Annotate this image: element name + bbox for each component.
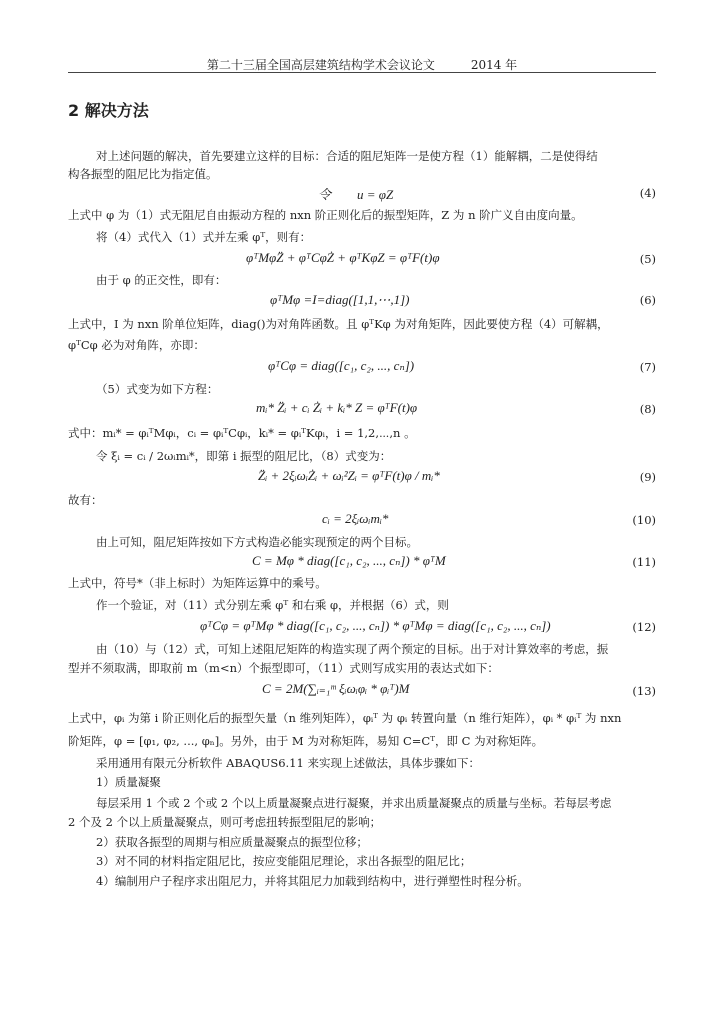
paragraph-line: 式中：mᵢ* = φᵢᵀMφᵢ，cᵢ = φᵢᵀCφᵢ，kᵢ* = φᵢᵀKφᵢ，i = 1,2,⋯,n 。 — [68, 426, 416, 440]
paragraph-line: 由于 φ 的正交性，即有： — [96, 273, 227, 287]
paragraph-line: 故有： — [68, 493, 103, 507]
equation-8: mᵢ* Z̈ᵢ + cᵢ Żᵢ + kᵢ* Z = φᵀF(t)φ — [256, 400, 418, 415]
equation-10: cᵢ = 2ξᵢωᵢmᵢ* — [322, 511, 389, 526]
equation-number: (11) — [632, 555, 656, 569]
list-item: 3）对不同的材料指定阻尼比，按应变能阻尼理论，求出各振型的阻尼比； — [96, 854, 472, 868]
list-item: 2）获取各振型的周期与相应质量凝聚点的振型位移； — [96, 835, 368, 849]
paragraph-line: 2 个及 2 个以上质量凝聚点，则可考虑扭转振型阻尼的影响； — [68, 815, 382, 829]
equation-number: (8) — [639, 402, 656, 416]
paragraph-line: 令 ξᵢ = cᵢ / 2ωᵢmᵢ*，即第 i 振型的阻尼比，（8）式变为： — [96, 449, 392, 463]
paragraph-line: 由（10）与（12）式，可知上述阻尼矩阵的构造实现了两个预定的目标。出于对计算效率的考虑，振 — [96, 642, 609, 656]
equation-number: (5) — [639, 252, 656, 266]
list-item: 4）编制用户子程序求出阻尼力，并将其阻尼力加载到结构中，进行弹塑性时程分析。 — [96, 874, 529, 888]
paragraph-line: 上式中，I 为 nxn 阶单位矩阵，diag()为对角阵函数。且 φᵀKφ 为对角矩阵，因此要使方程（4）可解耦， — [68, 317, 609, 331]
equation-number: (6) — [639, 293, 656, 307]
equation-12: φᵀCφ = φᵀMφ * diag([c₁, c₂, ..., cₙ]) * φᵀMφ = diag([c₁, c₂, ..., cₙ]) — [200, 618, 551, 633]
equation-number: (7) — [639, 360, 656, 374]
paragraph-line: φᵀCφ 必为对角阵，亦即： — [68, 338, 205, 352]
equation-9: Z̈ᵢ + 2ξᵢωᵢŻᵢ + ωᵢ²Zᵢ = φᵀF(t)φ / mᵢ* — [258, 468, 440, 483]
paragraph-line: 上式中 φ 为（1）式无阻尼自由振动方程的 nxn 阶正则化后的振型矩阵，Z 为 n 阶广义自由度向量。 — [68, 208, 583, 222]
equation-number: (4) — [639, 186, 656, 200]
paragraph-line: 作一个验证，对（11）式分别左乘 φᵀ 和右乘 φ，并根据（6）式，则 — [96, 598, 449, 612]
section-title: 2 解决方法 — [68, 101, 149, 120]
list-item: 1）质量凝聚 — [96, 775, 161, 789]
paragraph-line: 型并不须取满，即取前 m（m<n）个振型即可，（11）式则写成实用的表达式如下： — [68, 661, 499, 675]
equation-6: φᵀMφ =I=diag([1,1,⋯,1]) — [270, 292, 410, 307]
equation-5: φᵀMφZ̈ + φᵀCφŻ + φᵀKφZ = φᵀF(t)φ — [246, 250, 440, 265]
paragraph-line: 阶矩阵，φ = [φ₁, φ₂, ..., φₙ]。另外，由于 M 为对称矩阵，易知 C=Cᵀ，即 C 为对称矩阵。 — [68, 734, 544, 748]
header-rule — [68, 72, 656, 73]
equation-number: (13) — [632, 684, 656, 698]
equation-7: φᵀCφ = diag([c₁, c₂, ..., cₙ]) — [268, 358, 415, 373]
equation-13: C = 2M(∑ᵢ₌₁ᵐ ξᵢωᵢφᵢ * φᵢᵀ)M — [262, 681, 410, 696]
paragraph-line: 上式中，φᵢ 为第 i 阶正则化后的振型矢量（n 维列矩阵），φᵢᵀ 为 φᵢ 转置向量（n 维行矩阵），φᵢ * φᵢᵀ 为 nxn — [68, 711, 622, 725]
paragraph-line: 上式中，符号*（非上标时）为矩阵运算中的乘号。 — [68, 576, 327, 590]
paragraph-line: 采用通用有限元分析软件 ABAQUS6.11 来实现上述做法，具体步骤如下： — [96, 756, 480, 770]
paragraph-line: 将（4）式代入（1）式并左乘 φᵀ，则有： — [96, 230, 312, 244]
paragraph-line: 每层采用 1 个或 2 个或 2 个以上质量凝聚点进行凝聚，并求出质量凝聚点的质量与坐标。若每层考虑 — [96, 796, 612, 810]
equation-number: (10) — [632, 513, 656, 527]
equation-11: C = Mφ * diag([c₁, c₂, ..., cₙ]) * φᵀM — [252, 553, 446, 568]
paragraph-line: 对上述问题的解决，首先要建立这样的目标：合适的阻尼矩阵一是使方程（1）能解耦，二是使得结 — [96, 149, 598, 163]
paragraph-line: 构各振型的阻尼比为指定值。 — [68, 167, 218, 181]
equation-4: 令 u = φZ — [318, 187, 394, 202]
equation-number: (12) — [632, 620, 656, 634]
equation-number: (9) — [639, 470, 656, 484]
paragraph-line: （5）式变为如下方程： — [96, 382, 219, 396]
paragraph-line: 由上可知，阻尼矩阵按如下方式构造必能实现预定的两个目标。 — [96, 535, 418, 549]
page-header: 第二十三届全国高层建筑结构学术会议论文 2014 年 — [206, 58, 518, 72]
